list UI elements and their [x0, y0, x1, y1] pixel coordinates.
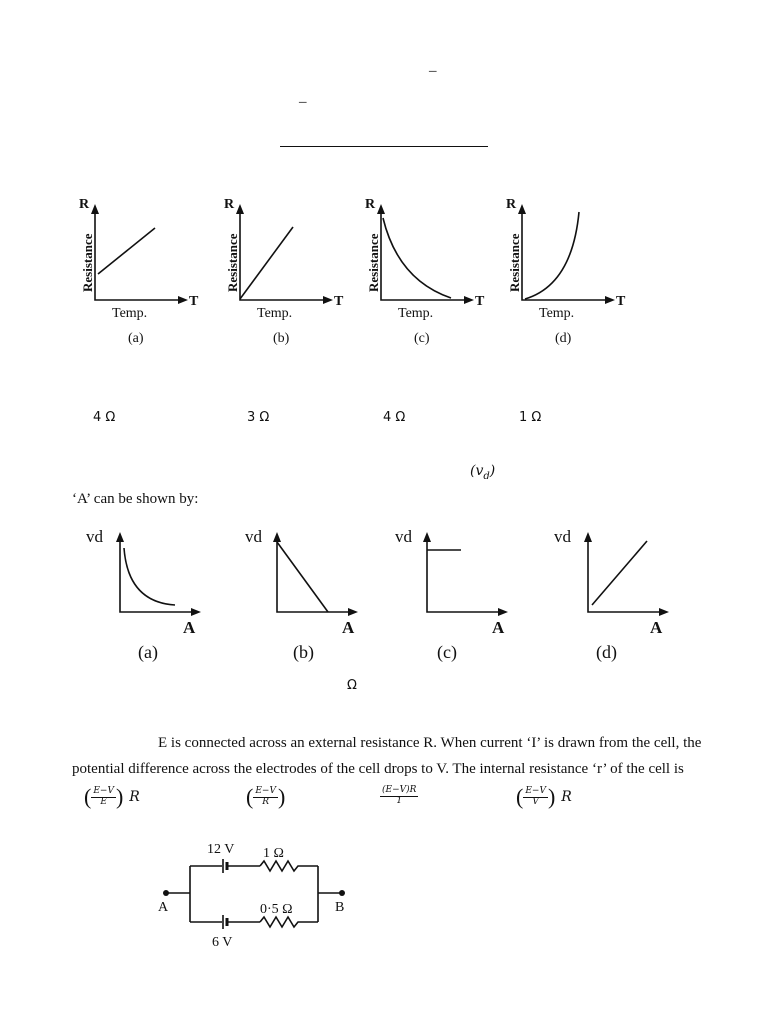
q2-option-c: 4 Ω	[383, 410, 406, 425]
graph-a	[79, 197, 199, 346]
graph-a-curve	[98, 228, 155, 274]
q4-option-d: ( $\frac{E-V}{V}$ ) R	[516, 784, 572, 809]
graph-a-arrow-x	[178, 296, 188, 304]
vd-graph-d-xaxis: A	[650, 618, 663, 637]
graph-c-ylabel: Resistance	[366, 233, 381, 292]
graph-c-xaxis: T	[475, 294, 485, 309]
graph-b	[224, 197, 344, 346]
graph-d-axes	[522, 210, 609, 300]
vd-graph-c	[395, 527, 508, 663]
graph-c-tag: (c)	[414, 331, 430, 346]
vd-graph-a-curve	[124, 548, 175, 605]
vd-graph-b-xaxis: A	[342, 618, 355, 637]
graph-d-tag: (d)	[555, 331, 572, 346]
q4-option-b-num: E−V	[255, 785, 276, 796]
q4-option-a: ( $\frac{E-V}{E}$ ) R	[84, 784, 140, 809]
drift-velocity-graphs	[80, 520, 680, 670]
graph-d-curve	[525, 212, 579, 299]
vd-graph-d-tag: (d)	[596, 642, 617, 662]
res-bottom-label: 0·5 Ω	[260, 902, 293, 917]
q4-option-d-suffix: R	[561, 789, 572, 805]
graph-d-ylabel: Resistance	[507, 233, 522, 292]
q4-option-a-num: E−V	[93, 785, 114, 796]
vd-graph-c-axes	[427, 538, 502, 612]
vd-graph-a-yaxis: vd	[86, 527, 103, 546]
vd-graph-d-axes	[588, 538, 663, 612]
q4-option-c-den: 1	[396, 795, 403, 806]
graph-a-tag: (a)	[128, 331, 144, 346]
vd-graph-b	[245, 527, 358, 663]
vd-graph-b-tag: (b)	[293, 642, 314, 662]
graph-c-xlabel: Temp.	[398, 306, 434, 321]
graph-d	[506, 197, 626, 346]
q4-option-c	[380, 786, 418, 807]
q4-option-a-den: E	[100, 796, 107, 807]
graph-d-xaxis: T	[616, 294, 626, 309]
graph-c-curve	[383, 218, 451, 298]
vd-graph-d-yaxis: vd	[554, 527, 571, 546]
q4-option-c-num: (E−V)R	[382, 785, 417, 795]
graph-c	[365, 197, 485, 346]
q2-option-d: 1 Ω	[519, 410, 542, 425]
graph-a-axes	[95, 210, 182, 300]
graph-d-xlabel: Temp.	[539, 306, 575, 321]
vd-graph-b-axes	[277, 538, 352, 612]
resistor-top	[260, 861, 318, 871]
graph-a-xaxis: T	[189, 294, 199, 309]
graph-a-yaxis: R	[79, 197, 90, 212]
vd-graph-a	[86, 527, 201, 663]
q2-option-a: 4 Ω	[93, 410, 116, 425]
vd-graph-b-yaxis: vd	[245, 527, 262, 546]
graph-b-curve	[240, 227, 293, 299]
terminal-b	[339, 890, 345, 896]
q4-option-b-den: R	[262, 796, 270, 807]
q4-option-b: ( $\frac{E-V}{R}$ )	[246, 784, 286, 809]
q2-option-b: 3 Ω	[247, 410, 270, 425]
graph-c-axes	[381, 210, 468, 300]
q4-option-d-den: V	[532, 796, 539, 807]
q4-option-d-num: E−V	[525, 785, 546, 796]
circuit-diagram	[150, 835, 370, 955]
graph-b-tag: (b)	[273, 331, 290, 346]
graph-d-yaxis: R	[506, 197, 517, 212]
graph-a-ylabel: Resistance	[80, 233, 95, 292]
graph-a-arrow-y	[91, 204, 99, 214]
graph-b-axes	[240, 210, 327, 300]
q4-line-1: E is connected across an external resistance R. When current ‘I’ is drawn from the cell, the	[158, 735, 702, 751]
resistor-bottom	[260, 917, 318, 927]
vd-graph-c-tag: (c)	[437, 642, 457, 662]
emf-top-label: 12 V	[207, 842, 235, 857]
terminal-a	[163, 890, 169, 896]
graph-b-xaxis: T	[334, 294, 344, 309]
node-b-label: B	[335, 900, 345, 915]
vd-graph-a-tag: (a)	[138, 642, 158, 662]
graph-b-yaxis: R	[224, 197, 235, 212]
q3-omega: Ω	[347, 678, 357, 693]
resistance-graphs	[70, 190, 670, 350]
circuit-wires	[168, 866, 340, 922]
vd-graph-d-curve	[592, 541, 647, 605]
header-dash-1: –	[429, 63, 437, 79]
graph-b-ylabel: Resistance	[225, 233, 240, 292]
graph-c-yaxis: R	[365, 197, 376, 212]
graph-a-xlabel: Temp.	[112, 306, 148, 321]
vd-graph-d	[554, 527, 669, 663]
q4-line-2: potential difference across the electrodes of the cell drops to V. The internal resistance ‘r’ of the cell is	[72, 761, 684, 777]
emf-bottom-label: 6 V	[212, 935, 233, 950]
vd-graph-c-yaxis: vd	[395, 527, 412, 546]
header-rule	[280, 146, 488, 147]
vd-graph-c-xaxis: A	[492, 618, 505, 637]
vd-graph-b-curve	[277, 542, 328, 612]
q3-symbol: $(v_d)$	[470, 463, 496, 482]
res-top-label: 1 Ω	[263, 846, 284, 861]
node-a-label: A	[158, 900, 169, 915]
q3-stem: ‘A’ can be shown by:	[72, 491, 199, 507]
q4-option-a-suffix: R	[129, 789, 140, 805]
header-dash-2: –	[299, 94, 307, 110]
graph-b-xlabel: Temp.	[257, 306, 293, 321]
vd-graph-a-xaxis: A	[183, 618, 196, 637]
